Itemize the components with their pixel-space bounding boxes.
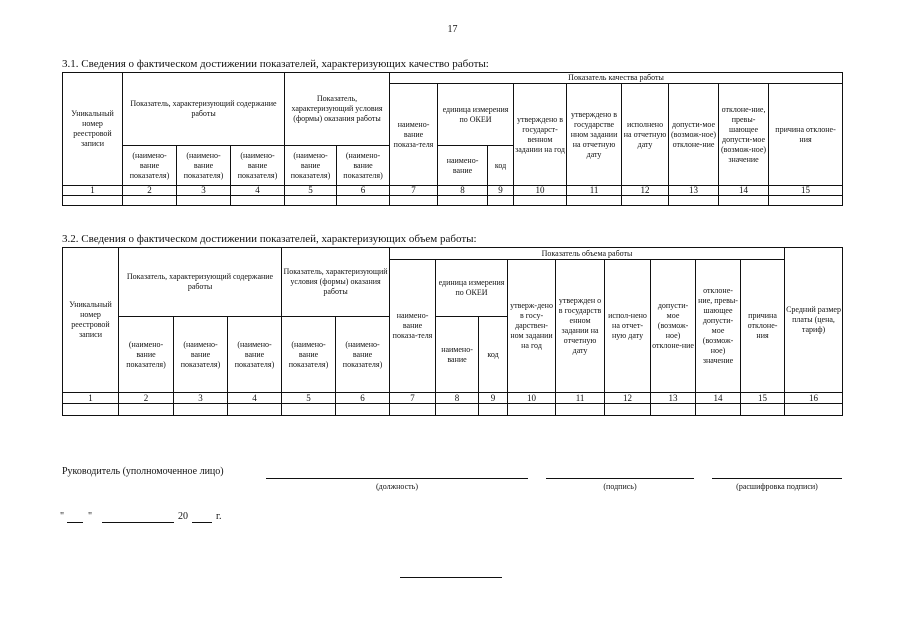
empty-cell [567,196,622,206]
column-number: 15 [741,393,785,404]
empty-cell [669,196,719,206]
empty-cell [123,196,177,206]
date-month-line [102,522,174,523]
header-executed: испол-нено на отчет-ную дату [605,260,651,393]
header-deviation-reason: причина отклоне-ния [741,260,785,393]
empty-cell [741,404,785,416]
empty-cell [119,404,174,416]
header-sub-indicator-name: (наимено-вание показателя) [337,146,390,186]
header-approved-year: утверж-дено в госу-дарствен-ном задании на год [508,260,556,393]
date-day-line [67,522,83,523]
header-excess-deviation: отклоне-ние, превы-шающее допусти-мое (возмож-ное) значение [719,84,769,186]
column-number: 16 [785,393,843,404]
empty-cell [228,404,282,416]
header-deviation-reason: причина отклоне-ния [769,84,843,186]
empty-cell [177,196,231,206]
empty-cell [605,404,651,416]
header-excess-deviation: отклоне-ние, превы-шающее допусти-мое (возмож-ное) значение [696,260,741,393]
empty-cell [174,404,228,416]
header-sub-indicator-name: (наимено-вание показателя) [336,317,390,393]
column-number: 15 [769,186,843,196]
head-signature-label: Руководитель (уполномоченное лицо) [62,466,224,477]
quality-indicators-table [62,72,843,206]
empty-cell [63,404,119,416]
empty-cell [390,404,436,416]
header-quality-group: Показатель качества работы [390,73,843,84]
column-number: 4 [228,393,282,404]
empty-cell [231,196,285,206]
column-number: 1 [63,186,123,196]
empty-cell [769,196,843,206]
column-number: 5 [282,393,336,404]
empty-cell [285,196,337,206]
empty-cell [63,196,123,206]
header-sub-indicator-name: (наимено-вание показателя) [119,317,174,393]
column-number: 10 [508,393,556,404]
signature-line [546,478,694,479]
empty-cell [488,196,514,206]
header-allowed-deviation: допусти-мое (возмож-ное) отклоне-ние [669,84,719,186]
column-number: 3 [174,393,228,404]
header-allowed-deviation: допусти-мое (возмож-ное) отклоне-ние [651,260,696,393]
position-line [266,478,528,479]
table-row [63,404,843,416]
empty-cell [479,404,508,416]
empty-cell [390,196,438,206]
header-sub-indicator-name: (наимено-вание показателя) [231,146,285,186]
header-unit-name: наимено-вание [438,146,488,186]
empty-cell [282,404,336,416]
column-number: 7 [390,393,436,404]
header-content-indicator: Показатель, характеризующий содержание работы [123,73,285,146]
footnote-separator-line [400,577,502,578]
column-number: 4 [231,186,285,196]
column-number: 11 [567,186,622,196]
empty-cell [719,196,769,206]
header-indicator-name: наимено-вание показа-теля [390,84,438,186]
date-quote-close: " [88,511,93,522]
header-conditions-indicator: Показатель, характеризующий условия (формы) оказания работы [282,248,390,317]
empty-cell [336,404,390,416]
header-approved-report-date: утверждено в государстве нном задании на отчетную дату [567,84,622,186]
column-number: 8 [436,393,479,404]
page-number: 17 [447,24,458,35]
column-number: 13 [651,393,696,404]
signature-decode-line [712,478,842,479]
empty-cell [337,196,390,206]
header-unique-number: Уникальный номер реестровой записи [63,73,123,186]
column-number: 3 [177,186,231,196]
column-number: 5 [285,186,337,196]
header-unit-okei: единица измерения по ОКЕИ [436,260,508,317]
empty-cell [508,404,556,416]
header-unit-okei: единица измерения по ОКЕИ [438,84,514,146]
header-sub-indicator-name: (наимено-вание показателя) [282,317,336,393]
header-volume-group: Показатель объема работы [390,248,785,260]
header-unit-name: наимено-вание [436,317,479,393]
empty-cell [436,404,479,416]
volume-indicators-table [62,247,843,416]
column-number: 2 [123,186,177,196]
empty-cell [622,196,669,206]
header-approved-year: утверждено в государст-венном задании на год [514,84,567,186]
column-number: 12 [605,393,651,404]
column-number: 6 [337,186,390,196]
header-sub-indicator-name: (наимено-вание показателя) [123,146,177,186]
section-title-quality: 3.1. Сведения о фактическом достижении показателей, характеризующих качество работы: [62,58,489,70]
section-title-volume: 3.2. Сведения о фактическом достижении показателей, характеризующих объем работы: [62,233,477,245]
header-unit-code: код [488,146,514,186]
column-number: 7 [390,186,438,196]
column-number: 14 [696,393,741,404]
table-row [63,196,843,206]
column-number: 9 [488,186,514,196]
header-unit-code: код [479,317,508,393]
column-number: 2 [119,393,174,404]
header-content-indicator: Показатель, характеризующий содержание работы [119,248,282,317]
header-unique-number: Уникальный номер реестровой записи [63,248,119,393]
header-sub-indicator-name: (наимено-вание показателя) [177,146,231,186]
column-number: 1 [63,393,119,404]
column-number: 10 [514,186,567,196]
empty-cell [696,404,741,416]
empty-cell [651,404,696,416]
header-approved-report-date: утвержден о в государств енном задании на отчетную дату [556,260,605,393]
header-indicator-name: наимено-вание показа-теля [390,260,436,393]
date-year-suffix: г. [216,511,222,522]
date-quote-open: " [60,511,65,522]
header-sub-indicator-name: (наимено-вание показателя) [285,146,337,186]
position-caption: (должность) [376,482,418,491]
header-sub-indicator-name: (наимено-вание показателя) [228,317,282,393]
header-conditions-indicator: Показатель, характеризующий условия (формы) оказания работы [285,73,390,146]
header-executed: исполнено на отчетную дату [622,84,669,186]
signature-decode-caption: (расшифровка подписи) [736,482,818,491]
column-number: 12 [622,186,669,196]
signature-caption: (подпись) [603,482,637,491]
column-number: 8 [438,186,488,196]
column-number: 14 [719,186,769,196]
column-number: 6 [336,393,390,404]
empty-cell [785,404,843,416]
column-number: 9 [479,393,508,404]
empty-cell [514,196,567,206]
date-year-line [192,522,212,523]
date-year-prefix: 20 [178,511,188,522]
column-number: 13 [669,186,719,196]
header-average-price: Средний размер платы (цена, тариф) [785,248,843,393]
column-number: 11 [556,393,605,404]
header-sub-indicator-name: (наимено-вание показателя) [174,317,228,393]
empty-cell [556,404,605,416]
empty-cell [438,196,488,206]
